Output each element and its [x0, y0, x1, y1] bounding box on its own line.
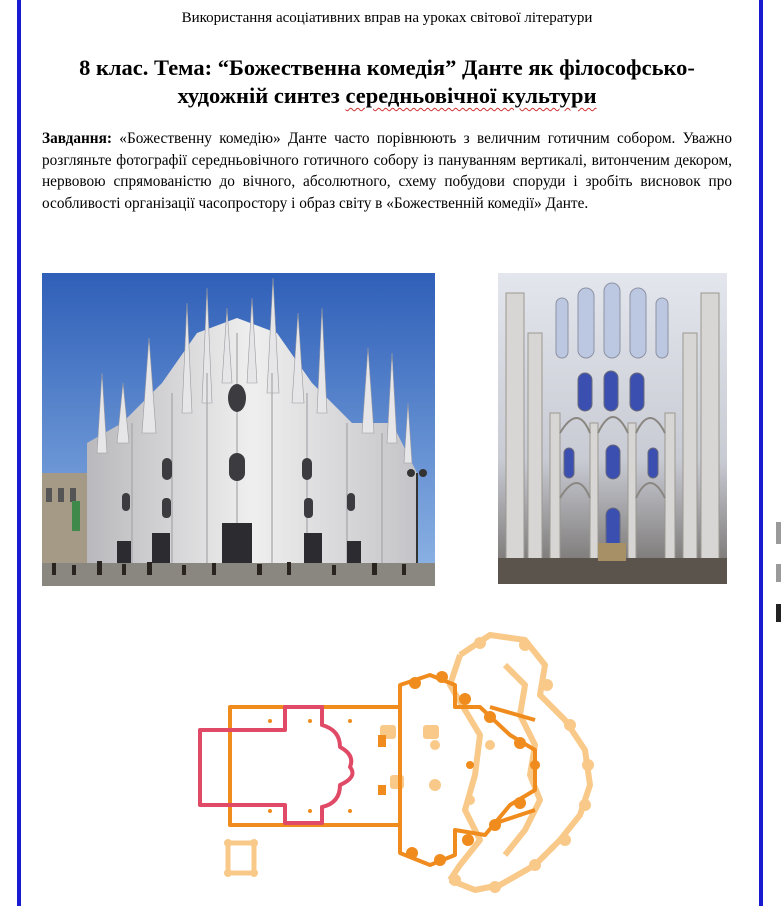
page-border-right: [759, 0, 763, 906]
task-text: «Божественну комедію» Данте часто порівнюють з величним готичним собором. Уважно розгляньте фотографії середньовічного готичного собору із пануванням вертикалі, витонченим декором, нервовою спрямованістю до вічного, абсолютного, схему побудови споруди і зробіть висновок про особливості організації часопростору і образ світу в «Божественній комедії» Данте.: [42, 130, 732, 212]
cathedral-exterior-photo: [42, 273, 435, 586]
adjacent-page-mark: [776, 522, 781, 544]
page-title: [34, 54, 740, 110]
task-paragraph: [42, 128, 732, 214]
title-line-2: [34, 82, 740, 110]
title-line-1: 8 клас. Тема: “Божественна комедія” Данте як філософсько-: [79, 55, 695, 80]
task-label: Завдання:: [42, 130, 112, 147]
document-header: Використання асоціативних вправ на уроках світової літератури: [181, 10, 593, 26]
cathedral-floor-plan: [190, 625, 640, 906]
title-line-2-plain: художній синтез: [177, 83, 346, 108]
title-line-2-underlined: середньовічної культури: [345, 83, 597, 108]
adjacent-page-mark: [776, 604, 781, 622]
outside-page-area: [764, 0, 781, 906]
page-border-left: [17, 0, 21, 906]
cathedral-interior-photo: [498, 273, 727, 584]
adjacent-page-mark: [776, 564, 781, 582]
